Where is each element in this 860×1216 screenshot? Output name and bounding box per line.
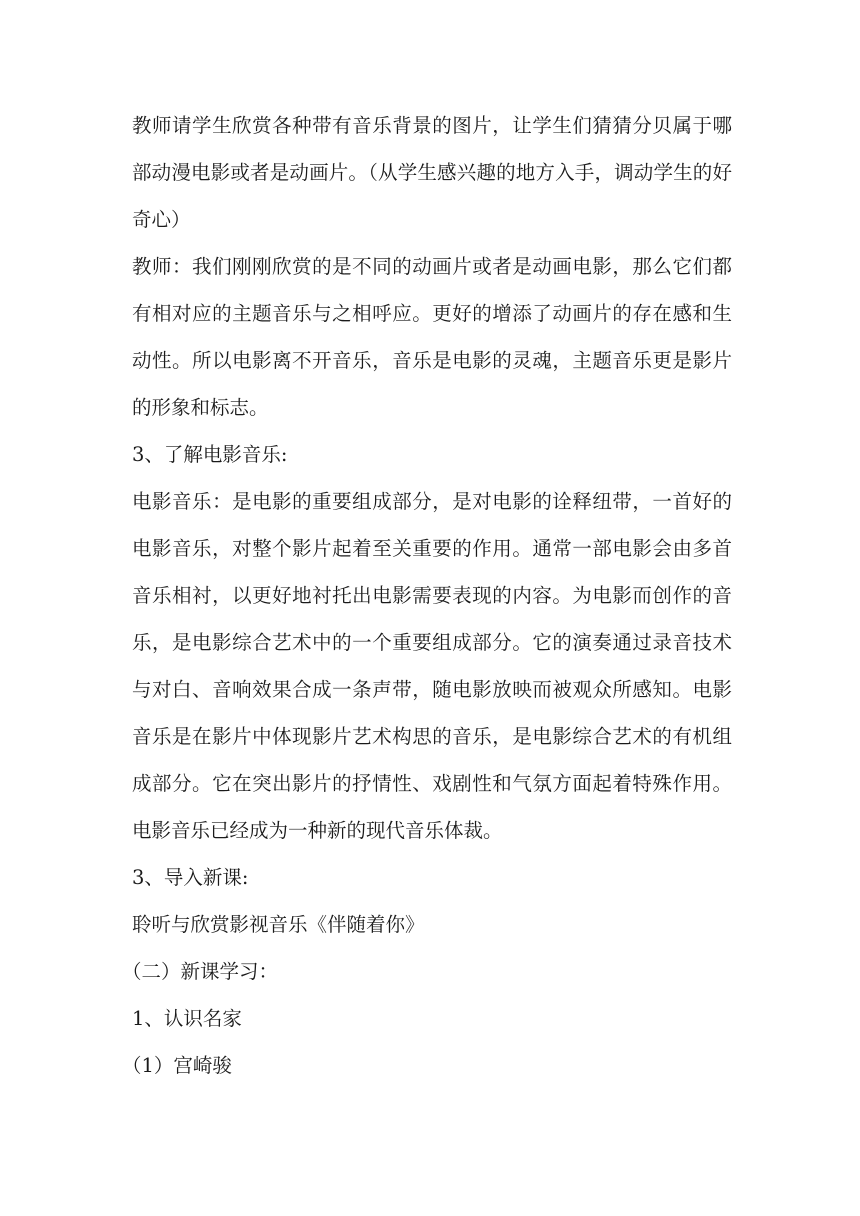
heading-new-lesson-study: （二）新课学习： <box>122 960 279 983</box>
paragraph-film-music-definition: 电影音乐：是电影的重要组成部分，是对电影的诠释纽带，一首好的电影音乐，对整个影片起着至关重要的作用。通常一部电影会由多首音乐相衬，以更好地衬托出电影需要表现的内容。为电影而创作的音乐，是电影综合艺术中的一个重要组成部分。它的演奏通过录音技术与对白、音响效果合成一条声带，随电影放映而被观众所感知。电影音乐是在影片中体现影片艺术构思的音乐，是电影综合艺术的有机组成部分。它在突出影片的抒情性、戏剧性和气氛方面起着特殊作用。电影音乐已经成为一种新的现代音乐体裁。 <box>132 490 732 842</box>
paragraph-intro-activity: 教师请学生欣赏各种带有音乐背景的图片，让学生们猜猜分贝属于哪部动漫电影或者是动画片。（从学生感兴趣的地方入手，调动学生的好奇心） <box>132 114 732 231</box>
document-body <box>122 102 732 1089</box>
heading-film-music: 3、了解电影音乐: <box>132 443 288 466</box>
paragraph-listening: 聆听与欣赏影视音乐《伴随着你》 <box>132 913 425 936</box>
paragraph-teacher-speech: 教师：我们刚刚欣赏的是不同的动画片或者是动画电影，那么它们都有相对应的主题音乐与之相呼应。更好的增添了动画片的存在感和生动性。所以电影离不开音乐，音乐是电影的灵魂，主题音乐更是影片的形象和标志。 <box>132 255 732 419</box>
heading-know-masters: 1、认识名家 <box>132 1007 242 1030</box>
heading-miyazaki: （1）宫崎骏 <box>122 1054 232 1077</box>
heading-new-lesson-intro: 3、导入新课: <box>132 866 249 889</box>
